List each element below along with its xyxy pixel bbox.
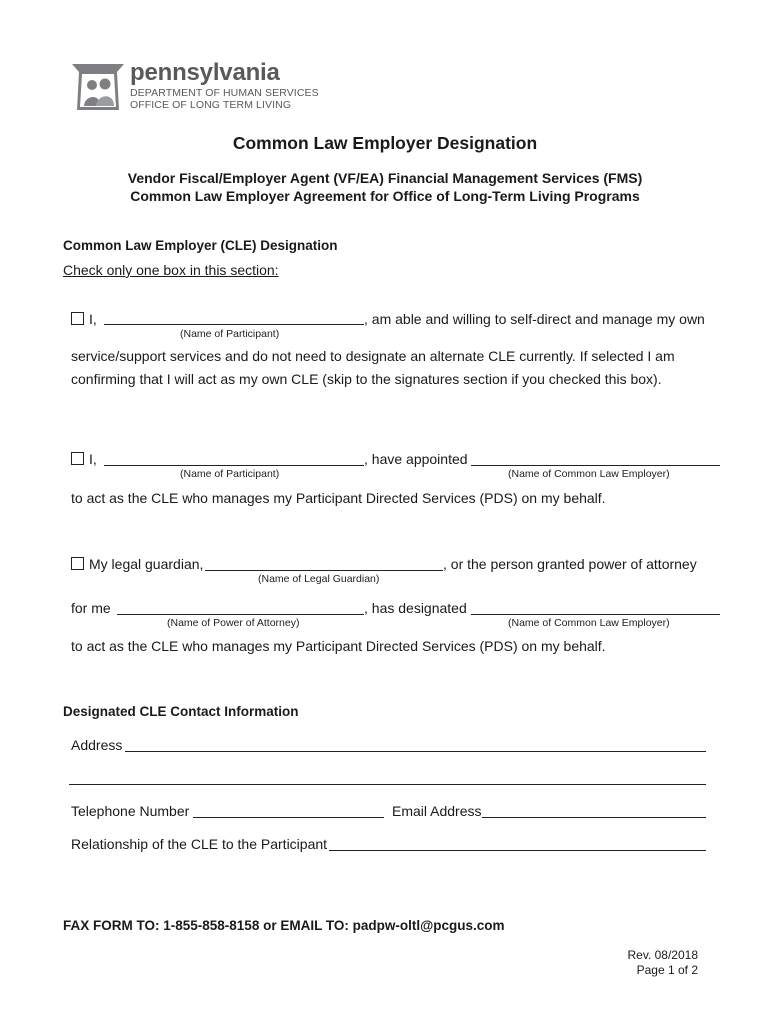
option1-text-line-2: service/support services and do not need to designate an alternate CLE currently. If selected I am <box>71 348 675 364</box>
power-of-attorney-name-field[interactable] <box>117 614 364 615</box>
guardian-caption: (Name of Legal Guardian) <box>258 573 380 585</box>
page-number: Page 1 of 2 <box>636 963 698 977</box>
address-label: Address <box>71 737 123 753</box>
logo-office: OFFICE OF LONG TERM LIVING <box>130 99 292 111</box>
revision-date: Rev. 08/2018 <box>627 948 698 962</box>
subtitle-line-2: Common Law Employer Agreement for Office of Long-Term Living Programs <box>130 188 640 204</box>
option3-has-designated: , has designated <box>364 600 467 616</box>
subtitle-line-1: Vendor Fiscal/Employer Agent (VF/EA) Financial Management Services (FMS) <box>127 170 643 186</box>
option3-prefix: My legal guardian, <box>89 556 204 572</box>
address-field-line-2[interactable] <box>69 784 706 785</box>
telephone-field[interactable] <box>193 817 384 818</box>
power-of-attorney-caption: (Name of Power of Attorney) <box>167 617 300 629</box>
appoint-cle-checkbox[interactable] <box>71 452 84 465</box>
option3-suffix: , or the person granted power of attorney <box>443 556 697 572</box>
address-field[interactable] <box>125 751 706 752</box>
option1-participant-caption: (Name of Participant) <box>180 328 280 340</box>
telephone-label: Telephone Number <box>71 803 190 819</box>
option1-prefix: I, <box>89 311 97 327</box>
self-direct-checkbox[interactable] <box>71 312 84 325</box>
guardian-name-field[interactable] <box>205 570 443 571</box>
option1-suffix: , am able and willing to self-direct and manage my own <box>364 311 705 327</box>
option2-text-line-2: to act as the CLE who manages my Participant Directed Services (PDS) on my behalf. <box>71 490 606 506</box>
option2-middle: , have appointed <box>364 451 468 467</box>
page-title: Common Law Employer Designation <box>232 133 538 153</box>
relationship-field[interactable] <box>329 850 706 851</box>
email-field[interactable] <box>482 817 706 818</box>
option3-employer-caption: (Name of Common Law Employer) <box>508 617 670 629</box>
option2-employer-caption: (Name of Common Law Employer) <box>508 468 670 480</box>
option1-text-line-3: confirming that I will act as my own CLE (skip to the signatures section if you checked this box). <box>71 371 662 387</box>
keystone-logo-icon <box>70 58 126 114</box>
option3-for-me: for me <box>71 600 111 616</box>
cle-instruction: Check only one box in this section: <box>63 262 279 278</box>
relationship-label: Relationship of the CLE to the Participant <box>71 836 328 852</box>
option3-employer-name-field[interactable] <box>471 614 720 615</box>
option1-participant-name-field[interactable] <box>104 324 364 325</box>
contact-section-heading: Designated CLE Contact Information <box>63 704 299 719</box>
option2-participant-name-field[interactable] <box>104 465 364 466</box>
option2-employer-name-field[interactable] <box>471 465 720 466</box>
fax-email-instruction: FAX FORM TO: 1-855-858-8158 or EMAIL TO: padpw-oltl@pcgus.com <box>63 918 505 933</box>
cle-section-heading: Common Law Employer (CLE) Designation <box>63 238 338 253</box>
logo-department: DEPARTMENT OF HUMAN SERVICES <box>130 87 319 99</box>
email-label: Email Address <box>392 803 482 819</box>
option2-prefix: I, <box>89 451 97 467</box>
logo-wordmark: pennsylvania <box>130 59 280 86</box>
option3-text-line-3: to act as the CLE who manages my Participant Directed Services (PDS) on my behalf. <box>71 638 606 654</box>
guardian-checkbox[interactable] <box>71 557 84 570</box>
option2-participant-caption: (Name of Participant) <box>180 468 280 480</box>
